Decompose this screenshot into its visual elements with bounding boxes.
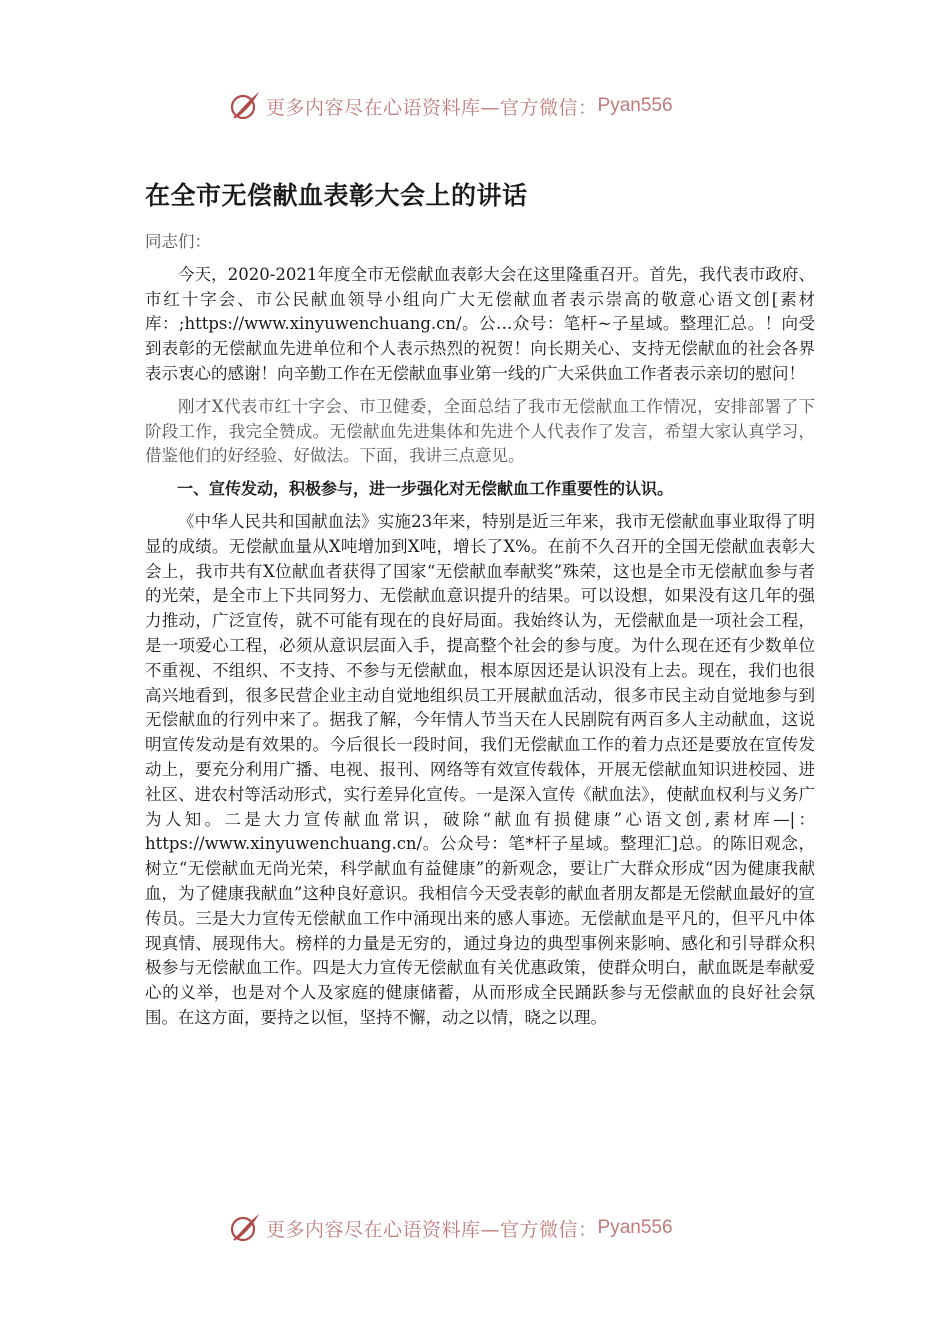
document-title: 在全市无偿献血表彰大会上的讲话: [145, 181, 528, 210]
banner-text: 更多内容尽在心语资料库—官方微信：: [266, 96, 598, 119]
section-body: 《中华人民共和国献血法》实施23年来，特别是近三年来，我市无偿献血事业取得了明显的成绩。无偿献血量从X吨增加到X吨，增长了X%。在前不久召开的全国无偿献血表彰大会上，我市共有X位献血者获得了国家“无偿献血奉献奖”殊荣，这也是全市无偿献血参与者的光荣，是全市上下共同努力、无偿献血意识提升的结果。可以设想，如果没有这几年的强力推动，广泛宣传，就不可能有现在的良好局面。我始终认为，无偿献血是一项社会工程，是一项爱心工程，必须从意识层面入手，提高整个社会的参与度。为什么现在还有少数单位不重视、不组织、不支持、不参与无偿献血，根本原因还是认识没有上去。现在，我们也很高兴地看到，很多民营企业主动自觉地组织员工开展献血活动，很多市民主动自觉地参与到无偿献血的行列中来了。据我了解，今年情人节当天在人民剧院有两百多人主动献血，这说明宣传发动是有效果的。今后很长一段时间，我们无偿献血工作的着力点还是要放在宣传发动上，要充分利用广播、电视、报刊、网络等有效宣传载体，开展无偿献血知识进校园、进社区、进农村等活动形式，实行差异化宣传。一是深入宣传《献血法》，使献血权利与义务广为人知。二是大力宣传献血常识，破除“献血有损健康”心语文创,素材库—|：https://www.xinyuwenchuang.cn/。公众号：笔*杆子星域。整理汇]总。的陈旧观念，树立“无偿献血无尚光荣，科学献血有益健康”的新观念，要让广大群众形成“因为健康我献血，为了健康我献血”这种良好意识。我相信今天受表彰的献血者朋友都是无偿献血最好的宣传员。三是大力宣传无偿献血工作中涌现出来的感人事迹。无偿献血是平凡的，但平凡中体现真情、展现伟大。榜样的力量是无穷的，通过身边的典型事例来影响、感化和引导群众积极参与无偿献血工作。四是大力宣传无偿献血有关优惠政策，使群众明白，献血既是奉献爱心的义举，也是对个人及家庭的健康储蓄，从而形成全民踊跃参与无偿献血的良好社会氛围。在这方面，要持之以恒，坚持不懈，动之以情，晓之以理。: [145, 511, 815, 1027]
paragraph-summary: 刚才X代表市红十字会、市卫健委，全面总结了我市无偿献血工作情况，安排部署了下阶段工作，我完全赞成。无偿献血先进集体和先进个人代表作了发言，希望大家认真学习，借鉴他们的好经验、好做法。下面，我讲三点意见。: [145, 396, 815, 466]
banner-handle: Pyan556: [597, 1217, 673, 1238]
salutation: 同志们：: [145, 232, 211, 251]
footer-banner: [228, 1208, 748, 1248]
section-heading: 一、宣传发动，积极参与，进一步强化对无偿献血工作重要性的认识。: [177, 479, 674, 499]
header-banner: [228, 86, 748, 126]
banner-text: 更多内容尽在心语资料库—官方微信：: [266, 1218, 598, 1241]
document-body: [145, 230, 815, 1039]
paragraph-opening: 今天，2020-2021年度全市无偿献血表彰大会在这里隆重召开。首先，我代表市政府、市红十字会、市公民献血领导小组向广大无偿献血者表示崇高的敬意心语文创[素材库：;https://www.xinyuwenchuang.cn/。公…众号：笔杆~子星域。整理汇总。！向受到表彰的无偿献血先进单位和个人表示热烈的祝贺！向长期关心、支持无偿献血的社会各界表示衷心的感谢！向辛勤工作在无偿献血事业第一线的广大采供血工作者表示亲切的慰问！: [145, 264, 815, 383]
quill-logo-icon: [228, 89, 262, 123]
banner-handle: Pyan556: [597, 95, 673, 116]
quill-logo-icon: [228, 1211, 262, 1245]
